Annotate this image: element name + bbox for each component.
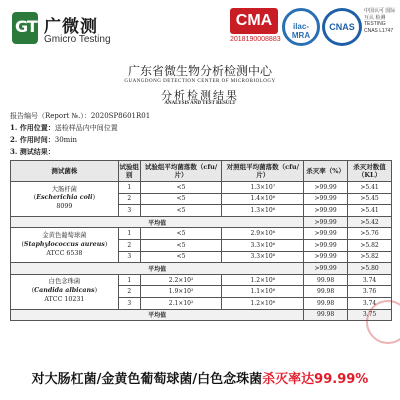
organism-cell: 大肠杆菌 (Escherichia coli) 8099 [11,182,119,217]
test-count: <5 [140,228,222,240]
average-row [11,216,392,228]
kill-rate: 99.98 [304,274,348,286]
position-value: 送检样品内中间位置 [54,124,118,132]
group-number: 2 [118,239,140,251]
header [0,0,400,56]
time-value: 30min [54,136,78,144]
report-number-line [10,111,150,121]
kill-rate: >99.99 [304,239,348,251]
group-number: 3 [118,297,140,309]
header-control-avg: 对照组平均菌落数（cfu/片） [222,161,304,182]
control-count: 1.1×10⁶ [222,286,304,298]
group-number: 1 [118,228,140,240]
group-number: 3 [118,251,140,263]
test-count: <5 [140,182,222,194]
average-kill-log: 3.75 [348,309,392,321]
header-strain: 测试菌株 [11,161,119,182]
kill-rate: 99.98 [304,286,348,298]
table-row [11,228,392,240]
table-row [11,274,392,286]
gt-logo-icon: GT [12,12,38,44]
kill-rate-banner [0,368,400,387]
organism-cell: 白色念珠菌 (Candida albicans) ATCC 10231 [11,274,119,309]
kill-log: >5.41 [348,205,392,217]
report-number-label: 报告编号（Report №.）： [10,112,91,120]
document-title-cn: 广东省微生物分析检测中心 [127,64,272,78]
kill-log: >5.82 [348,239,392,251]
group-number: 2 [118,193,140,205]
table-row [11,182,392,194]
cma-mark-icon: CMA [230,8,278,34]
test-count: <5 [140,251,222,263]
kill-log: >5.45 [348,193,392,205]
cnas-logo-icon: CNAS [322,8,362,46]
position-label: 1. 作用位置： [10,123,55,132]
kill-rate: >99.99 [304,193,348,205]
results-heading: 3. 测试结果： [10,147,55,156]
organism-cell: 金黄色葡萄球菌 (Staphylococcus aureus) ATCC 6538 [11,228,119,263]
report-number-value: 2020SP8601R01 [90,112,151,120]
test-count: <5 [140,205,222,217]
kill-log: 3.74 [348,274,392,286]
test-count: <5 [140,239,222,251]
test-count: 2.1×10² [140,297,222,309]
kill-log: >5.76 [348,228,392,240]
table-header-row [11,161,392,182]
group-number: 2 [118,286,140,298]
control-count: 1.2×10⁶ [222,274,304,286]
kill-rate: 99.98 [304,297,348,309]
kill-rate: >99.99 [304,205,348,217]
kill-rate: >99.99 [304,182,348,194]
document-subtitle-cn: 分析检测结果 [161,89,239,102]
header-test-avg: 试验组平均菌落数（cfu/片） [140,161,222,182]
brand-name-cn: 广微测 [44,17,98,37]
header-group: 试验组别 [118,161,140,182]
header-kill-rate: 杀灭率（%） [304,161,348,182]
average-kill-log: >5.80 [348,263,392,275]
control-count: 2.9×10⁶ [222,228,304,240]
average-row [11,309,392,321]
brand-name-en: Gmicro Testing [44,34,111,45]
ilac-mra-logo-icon: ilac-MRA [282,8,320,46]
control-count: 1.4×10⁶ [222,193,304,205]
banner-prefix: 对大肠杠菌/金黄色葡萄球菌/白色念珠菌 [31,372,263,387]
kill-rate: >99.99 [304,228,348,240]
average-label: 平均值 [11,216,304,228]
control-count: 1.3×10⁷ [222,182,304,194]
average-kill-log: >5.42 [348,216,392,228]
control-count: 3.3×10⁶ [222,251,304,263]
average-row [11,263,392,275]
time-label: 2. 作用时间： [10,135,55,144]
accreditation-text: 中国认可 国际互认 检测 TESTING CNAS L1747 [364,8,396,34]
average-kill-rate: >99.99 [304,263,348,275]
group-number: 1 [118,274,140,286]
kill-rate: >99.99 [304,251,348,263]
document-subtitle-en: ANALYSIS AND TEST RESULT [164,101,236,106]
group-number: 3 [118,205,140,217]
position-line [10,123,118,133]
control-count: 3.3×10⁶ [222,239,304,251]
test-count: <5 [140,193,222,205]
test-count: 2.2×10² [140,274,222,286]
banner-highlight: 杀灭率达99.99% [262,372,369,387]
kill-log: 3.74 [348,297,392,309]
results-table [10,160,392,321]
cma-certification-badge [230,8,281,43]
average-label: 平均值 [11,309,304,321]
kill-log: >5.41 [348,182,392,194]
time-line [10,135,77,145]
average-label: 平均值 [11,263,304,275]
test-count: 1.9×10² [140,286,222,298]
document-title-en: GUANGDONG DETECTION CENTER OF MICROBIOLOGY [124,79,276,84]
kill-log: 3.76 [348,286,392,298]
control-count: 1.2×10⁶ [222,297,304,309]
group-number: 1 [118,182,140,194]
average-kill-rate: >99.99 [304,216,348,228]
kill-log: >5.82 [348,251,392,263]
official-seal-icon [366,300,400,344]
cma-number: 2018190008883 [230,36,281,43]
average-kill-rate: 99.98 [304,309,348,321]
control-count: 1.3×10⁶ [222,205,304,217]
header-kill-log: 杀灭对数值（KL） [348,161,392,182]
